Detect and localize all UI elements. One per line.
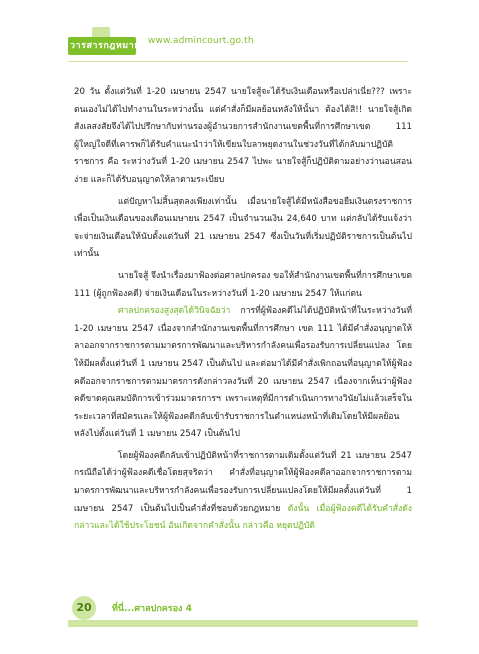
paragraph-2: แต่ปัญหาไม่สิ้นสุดลงเพียงเท่านั้น เมื่อนายใจสู้ได้มีหนังสือขอยืมเงินตรงราชการเพื่อเป็นเงินเดือนของเดือนเมษายน 2547 เป็นจำนวนเงิน 24,640 บาท แต่กลับได้รับแจ้งว่าจะจ่ายเงินเดือนให้นับตั้งแต่วันที่ 21 เมษายน 2547 ซึ่งเป็นวันที่เริ่มปฏิบัติราชการเป็นต้นไปเท่านั้น bbox=[74, 196, 412, 260]
paragraph-5-text: โดยผู้ฟ้องคดีกลับเข้าปฏิบัติหน้าที่ราชการตามเดิมตั้งแต่วันที่ 21 เมษายน 2547 กรณีถือได้ว่าผู้ฟ้องคดีเชื่อโดยสุจริตว่า คำสั่งที่อนุญาตให้ผู้ฟ้องคดีลาออกจากราชการตามมาตรการพัฒนาและบริหารกำลังคนเพื่อรองรับการเปลี่ยนแปลงโดยให้มีผลตั้งแต่วันที่ 1 เมษายน 2547 เป็นต้นไปเป็นคำสั่งที่ชอบด้วยกฎหมาย bbox=[74, 450, 412, 514]
header-divider bbox=[68, 61, 408, 62]
logo-text: วารสารกฎหมาย bbox=[70, 41, 141, 51]
court-ruling-lead: ศาลปกครองสูงสุดได้วินิจฉัยว่า bbox=[118, 306, 231, 317]
paragraph-3: นายใจสู้ จึงนำเรื่องมาฟ้องต่อศาลปกครอง ขอให้สำนักงานเขตพื้นที่การศึกษาเขต 111 (ผู้ถูกฟ้องคดี) จ่ายเงินเดือนในระหว่างวันที่ 1-20 เมษายน 2547 ให้แก่ตน bbox=[74, 270, 412, 299]
journal-logo bbox=[68, 27, 148, 59]
paragraph-4-text: การที่ผู้ฟ้องคดีไม่ได้ปฏิบัติหน้าที่ในระหว่างวันที่ 1-20 เมษายน 2547 เนื่องจากสำนักงานเขตพื้นที่การศึกษา เขต 111 ได้มีคำสั่งอนุญาตให้ลาออกจากราชการตามมาตรการพัฒนาและบริหารกำลังคนเพื่อรองรับการเปลี่ยนแปลง โดยให้มีผลตั้งแต่วันที่ 1 เมษายน 2547 เป็นต้นไป และต่อมาได้มีคำสั่งเพิกถอนที่อนุญาตให้ผู้ฟ้องคดีออกจากราชการตามมาตรการดังกล่าวลงวันที่ 20 เมษายน 2547 เนื่องจากเห็นว่าผู้ฟ้องคดีขาดคุณสมบัติการเข้าร่วมมาตรการฯ เพราะเหตุที่มีการดำเนินการทางวินัยไม่แล้วเสร็จในระยะเวลาที่สมัครและให้ผู้ฟ้องคดีกลับเข้ารับราชการในตำแหน่งหน้าที่เดิมโดยให้มีผลย้อนหลังไปตั้งแต่วันที่ 1 เมษายน 2547 เป็นต้นไป bbox=[74, 306, 412, 440]
article-body bbox=[74, 84, 412, 536]
page-footer bbox=[0, 590, 479, 654]
paragraph-1: 20 วัน ตั้งแต่วันที่ 1-20 เมษายน 2547 นายใจสู้จะได้รับเงินเดือนหรือเปล่าเนี่ย??? เพราะตนเองไม่ได้ไปทำงานในระหว่างนั้น แต่คำสั่งก็มีผลย้อนหลังให้นั้นา ต้องได้สิ!! นายใจสู้เกิดสังเลสงสัยจึงได้ไปปรึกษากับท่านรองผู้อำนวยการสำนักงานเขตพื้นที่การศึกษาเขต 111 ผู้ใหญ่ใจดีที่เคารพก็ได้รับคำแนะนำว่าให้เขียนใบลาพยุดงานในช่วงวันที่ได้กลับมาปฏิบัติราชการ คือ ระหว่างวันที่ 1-20 เมษายน 2547 ไปพะ นายใจสู้ก็ปฏิบัติตามอย่างว่านอนสอนง่าย และก็ได้รับอนุญาตให้ลาตามระเบียบ bbox=[74, 87, 412, 185]
highlighted-conclusion: ดังนั้น เมื่อผู้ฟ้องคดีได้รับคำสั่งดังกล่าวและได้ใช้ประโยชน์ อันเกิดจากคำสั่งนั้น กล่าวคือ หยุดปฏิบัติ bbox=[74, 503, 413, 532]
footer-title: ที่นี่...ศาลปกครอง 4 bbox=[112, 604, 192, 614]
paragraph-5 bbox=[74, 448, 412, 536]
website-link[interactable]: www.admincourt.go.th bbox=[148, 36, 254, 46]
paragraph-4 bbox=[74, 303, 412, 444]
page-number: 20 bbox=[72, 596, 96, 620]
footer-bar bbox=[68, 620, 418, 627]
logo-accent bbox=[92, 27, 110, 37]
page-header bbox=[0, 0, 479, 72]
